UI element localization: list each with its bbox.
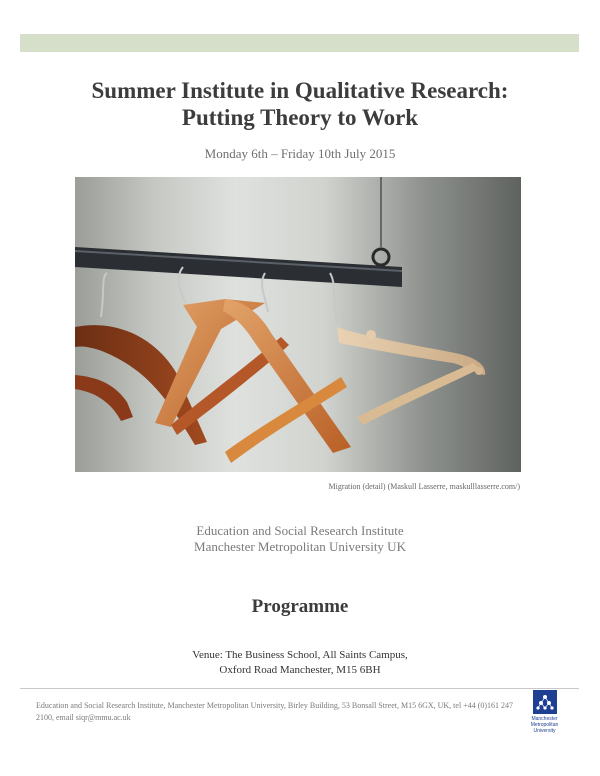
institute-info bbox=[0, 523, 600, 555]
page-title bbox=[0, 77, 600, 131]
venue-line-1: Venue: The Business School, All Saints Campus, bbox=[192, 649, 408, 661]
mmu-logo-icon bbox=[533, 690, 557, 714]
logo-line-3: University bbox=[533, 728, 556, 734]
cover-photo bbox=[75, 177, 521, 472]
venue-line-2: Oxford Road Manchester, M15 6BH bbox=[219, 664, 381, 676]
header-band bbox=[20, 34, 579, 52]
event-dates: Monday 6th – Friday 10th July 2015 bbox=[204, 146, 396, 161]
footer-contact: Education and Social Research Institute, Manchester Metropolitan University, Birley Building, 53 Bonsall Street, M15 6GX, UK, tel +44 (0)161 247 2100, email siqr@mmu.ac.uk bbox=[36, 701, 514, 722]
logo-line-2: Metropolitan bbox=[530, 722, 559, 728]
title-line-1: Summer Institute in Qualitative Research: bbox=[91, 78, 509, 103]
footer-divider bbox=[20, 688, 579, 689]
logo-wordmark bbox=[522, 716, 567, 734]
university-logo bbox=[522, 690, 567, 734]
venue-info bbox=[0, 648, 600, 678]
programme-heading: Programme bbox=[251, 596, 349, 617]
institute-name: Education and Social Research Institute bbox=[196, 523, 404, 538]
hangers-photo-graphic bbox=[75, 177, 521, 472]
logo-line-1: Manchester bbox=[531, 716, 558, 722]
photo-caption: Migration (detail) (Maskull Lasserre, maskulllasserre.com/) bbox=[328, 482, 520, 491]
university-name: Manchester Metropolitan University UK bbox=[194, 539, 406, 554]
title-line-2: Putting Theory to Work bbox=[181, 105, 419, 130]
